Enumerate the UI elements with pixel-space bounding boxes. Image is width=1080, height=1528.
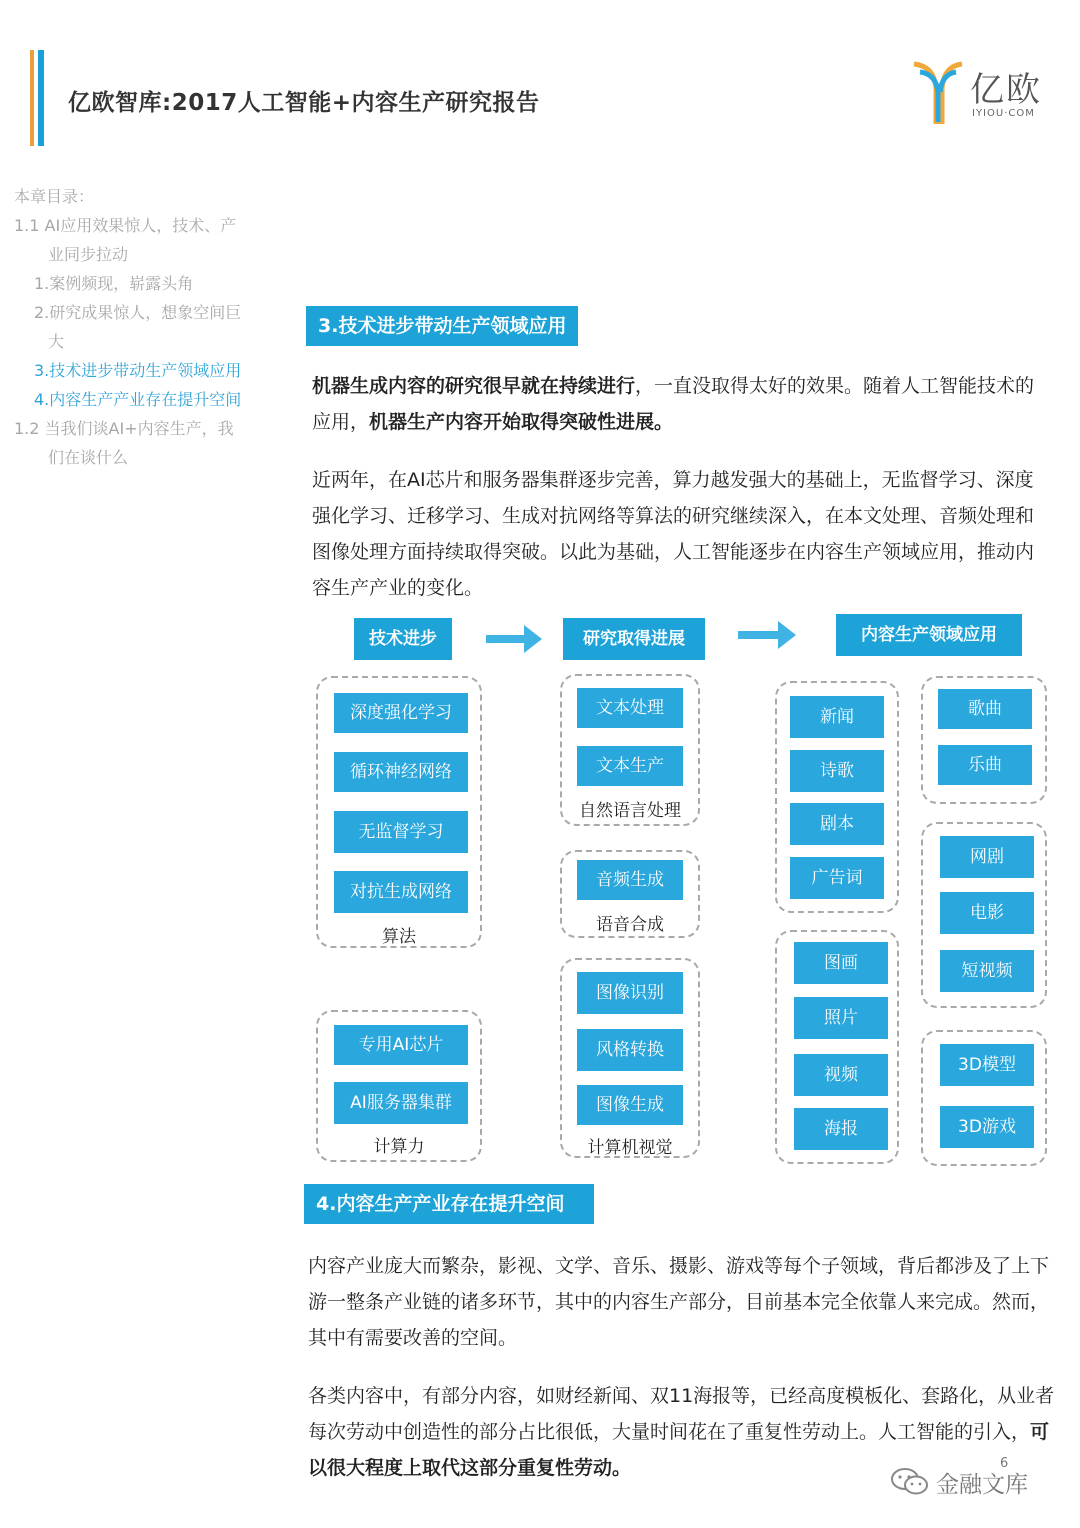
col-head-tech: 技术进步 [354,618,452,660]
item-3d-game: 3D游戏 [940,1106,1034,1148]
p2-bold: 可以很大程度上取代这部分重复性劳动。 [308,1421,1050,1479]
toc-item-1-1[interactable]: 1.1 AI应用效果惊人，技术、产 [14,216,237,235]
item-text-generation: 文本生产 [577,746,683,786]
logo-text-en: IYIOU·COM [972,108,1035,119]
item-news: 新闻 [790,696,884,738]
section-3-title: 3.技术进步带动生产领域应用 [306,306,578,346]
label-cv: 计算机视觉 [587,1138,673,1158]
item-gan: 对抗生成网络 [334,871,468,913]
item-script: 剧本 [790,803,884,845]
section-4-paragraph-1: 内容产业庞大而繁杂，影视、文学、音乐、摄影、游戏等每个子领域，背后都涉及了上下游一整条产业链的诸多环节，其中的内容生产部分，目前基本完全依靠人来完成。然而，其中有需要改善的空间。 [308,1255,1050,1349]
toc-item-tech-progress[interactable]: 3.技术进步带动生产领域应用 [34,361,242,380]
item-text-processing: 文本处理 [577,688,683,728]
item-image-recognition: 图像识别 [577,972,683,1014]
item-poetry: 诗歌 [790,750,884,792]
p1-bold-1: 机器生成内容的研究很早就在持续进行 [312,375,636,397]
toc-item-1-1-cont[interactable]: 业同步拉动 [48,245,129,264]
toc-item-research[interactable]: 2.研究成果惊人，想象空间巨 [34,303,242,322]
col-head-research: 研究取得进展 [563,618,705,660]
toc-item-1-2-cont[interactable]: 们在谈什么 [48,448,129,467]
p1-normal: ，一直没取得太好的效果。随着人工智能技术的应用， [312,375,1035,433]
item-image-generation: 图像生成 [577,1085,683,1125]
item-3d-model: 3D模型 [940,1044,1034,1086]
arrow-right-icon [486,632,542,646]
watermark-text: 金融文库 [936,1472,1028,1498]
toc-item-research-cont[interactable]: 大 [48,332,65,351]
toc-heading: 本章目录： [14,187,95,206]
item-ai-server: AI服务器集群 [334,1082,468,1124]
section-3-paragraph-2: 近两年，在AI芯片和服务器集群逐步完善，算力越发强大的基础上，无监督学习、深度强化学习、迁移学习、生成对抗网络等算法的研究继续深入，在本文处理、音频处理和图像处理方面持续取得突破。以此为基础，人工智能逐步在内容生产领域应用，推动内容生产产业的变化。 [312,469,1035,599]
label-speech: 语音合成 [596,915,664,935]
item-style-transfer: 风格转换 [577,1029,683,1071]
chapter-toc [14,182,254,472]
item-ai-chip: 专用AI芯片 [334,1025,468,1065]
item-audio-generation: 音频生成 [577,860,683,900]
item-deep-rl: 深度强化学习 [334,693,468,733]
logo-text-cn: 亿欧 [970,70,1042,110]
label-algorithms: 算法 [382,927,416,947]
wechat-watermark [890,1466,1060,1500]
item-photo: 照片 [794,997,888,1039]
item-film: 电影 [940,892,1034,934]
toc-item-industry-space[interactable]: 4.内容生产产业存在提升空间 [34,390,242,409]
section-4-title: 4.内容生产产业存在提升空间 [304,1184,594,1224]
item-video: 视频 [794,1054,888,1096]
item-rnn: 循环神经网络 [334,752,468,792]
toc-item-case[interactable]: 1.案例频现，崭露头角 [34,274,194,293]
item-song: 歌曲 [938,689,1032,729]
label-compute: 计算力 [373,1137,425,1157]
item-melody: 乐曲 [938,745,1032,785]
header-accent-bar-blue [38,50,44,146]
item-ad-copy: 广告词 [790,857,884,899]
col-head-application: 内容生产领域应用 [836,614,1022,656]
p1-bold-2: 机器生产内容开始取得突破性进展。 [369,411,674,433]
p2-normal: 各类内容中，有部分内容，如财经新闻、双11海报等，已经高度模板化、套路化，从业者每次劳动中创造性的部分占比很低，大量时间花在了重复性劳动上。人工智能的引入， [308,1385,1055,1443]
item-short-video: 短视频 [940,950,1034,992]
logo-mark-icon [910,58,966,124]
item-web-drama: 网剧 [940,836,1034,878]
iyiou-logo [910,58,1050,128]
toc-item-1-2[interactable]: 1.2 当我们谈AI+内容生产，我 [14,419,234,438]
section-3-paragraph-1 [312,368,1052,440]
arrow-right-icon [738,628,796,642]
wechat-icon [890,1466,930,1498]
item-unsupervised: 无监督学习 [334,811,468,853]
page-number: 6 [1000,1456,1009,1471]
page-title: 亿欧智库:2017人工智能+内容生产研究报告 [68,90,540,116]
label-nlp: 自然语言处理 [579,801,681,821]
header-accent-bar-gold [30,50,34,146]
item-painting: 图画 [794,942,888,984]
item-poster: 海报 [794,1108,888,1150]
